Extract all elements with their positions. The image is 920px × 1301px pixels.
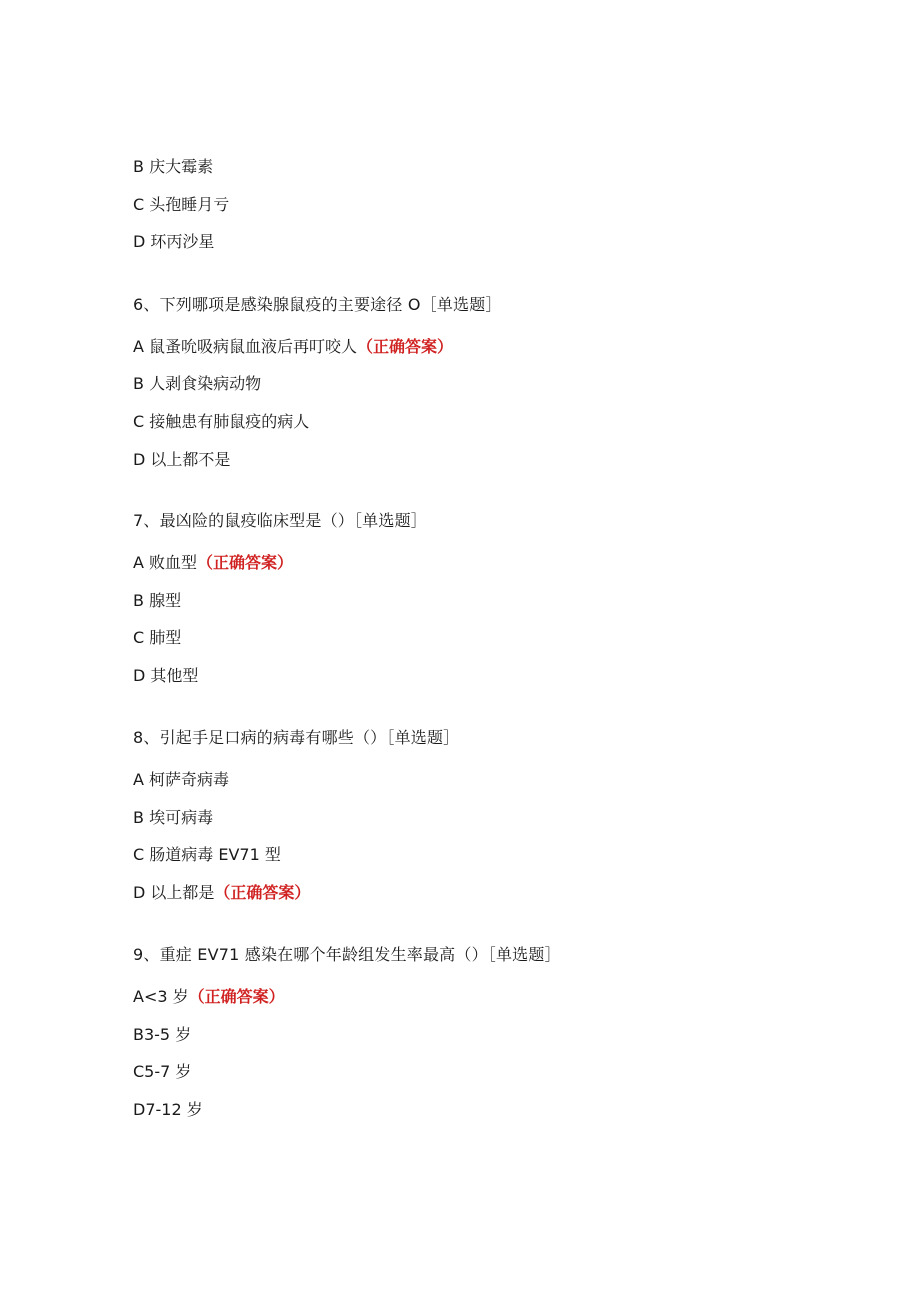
option-line [133, 374, 261, 394]
question-title: 9、重症 EV71 感染在哪个年龄组发生率最高（）［单选题］ [133, 945, 561, 964]
option-line [133, 987, 285, 1007]
option-line [133, 1025, 191, 1045]
option-line [133, 808, 213, 828]
option-text: C5-7 岁 [133, 1062, 192, 1081]
correct-answer-mark: （正确答案） [197, 553, 294, 572]
option-text: D 以上都是 [133, 883, 215, 902]
correct-answer-mark: （正确答案） [188, 987, 285, 1006]
option-text: A<3 岁 [133, 987, 189, 1006]
option-line [133, 195, 229, 215]
option-line [133, 553, 293, 573]
option-text: A 败血型 [133, 553, 198, 572]
option-text: D 环丙沙星 [133, 232, 215, 251]
option-text: C 接触患有肺鼠疫的病人 [133, 412, 310, 431]
option-text: C 头孢睡月亏 [133, 195, 230, 214]
option-text: C 肠道病毒 EV71 型 [133, 845, 281, 864]
question-title: 6、下列哪项是感染腺鼠疫的主要途径 O［单选题］ [133, 295, 502, 314]
option-line [133, 412, 309, 432]
option-line [133, 883, 310, 903]
correct-answer-mark: （正确答案） [214, 883, 311, 902]
option-line [133, 591, 181, 611]
option-text: B 庆大霉素 [133, 157, 214, 176]
option-line [133, 1100, 203, 1120]
option-line [133, 666, 198, 686]
option-text: A 鼠蚤吮吸病鼠血液后再叮咬人 [133, 337, 358, 356]
option-text: B 人剥食染病动物 [133, 374, 262, 393]
option-text: D 以上都不是 [133, 450, 231, 469]
option-text: C 肺型 [133, 628, 182, 647]
option-line [133, 232, 214, 252]
correct-answer-mark: （正确答案） [357, 337, 454, 356]
option-line [133, 1062, 191, 1082]
option-line [133, 157, 213, 177]
option-text: A 柯萨奇病毒 [133, 770, 230, 789]
option-line [133, 628, 181, 648]
option-line [133, 450, 230, 470]
option-text: B3-5 岁 [133, 1025, 192, 1044]
option-text: D7-12 岁 [133, 1100, 203, 1119]
option-line [133, 337, 453, 357]
question-title: 8、引起手足口病的病毒有哪些（）［单选题］ [133, 728, 460, 747]
option-text: B 埃可病毒 [133, 808, 214, 827]
question-title: 7、最凶险的鼠疫临床型是（）［单选题］ [133, 511, 427, 530]
option-line [133, 770, 229, 790]
option-text: B 腺型 [133, 591, 182, 610]
option-text: D 其他型 [133, 666, 199, 685]
option-line [133, 845, 281, 865]
